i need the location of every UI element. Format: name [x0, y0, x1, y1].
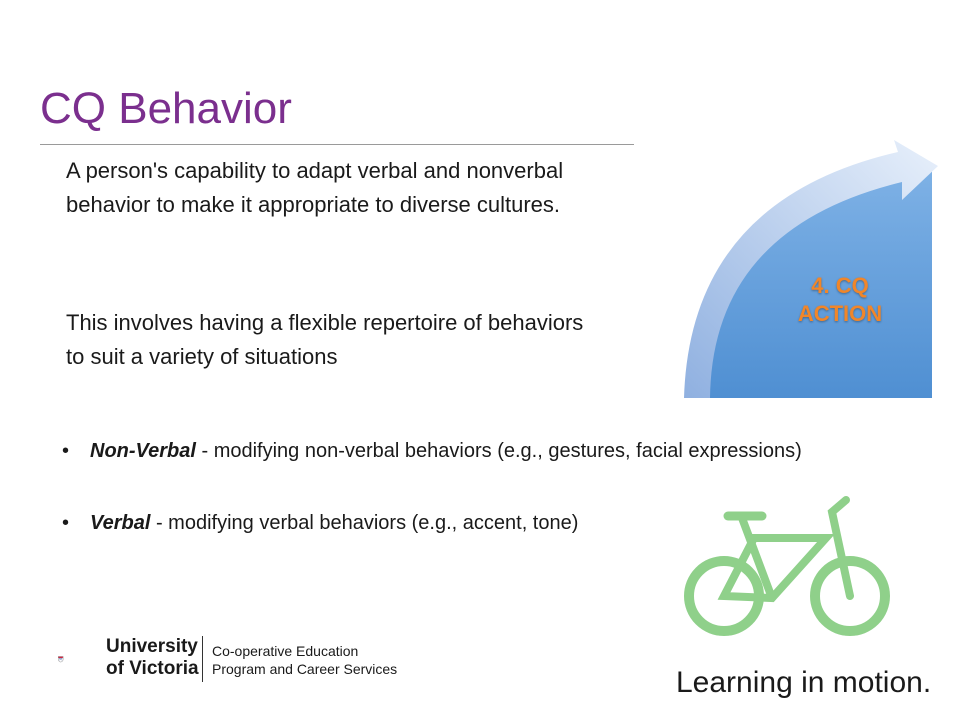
dept-line: Program and Career Services: [212, 661, 398, 677]
dept-line: Co-operative Education: [212, 643, 359, 659]
bicycle-icon: [684, 492, 890, 638]
logo-divider: [202, 636, 203, 682]
univ-line: of Victoria: [106, 658, 199, 679]
university-crest-icon: [58, 634, 102, 684]
university-name: [106, 636, 199, 680]
label-line: 4. CQ: [811, 273, 869, 298]
bullet-icon: •: [62, 440, 70, 462]
label-line: ACTION: [797, 301, 883, 326]
bullet-icon: •: [62, 512, 70, 534]
univ-line: University: [106, 636, 198, 657]
list-item: [62, 436, 822, 466]
cq-action-label: [770, 272, 910, 328]
bullet-term: Verbal: [90, 512, 151, 534]
repertoire-text: This involves having a flexible repertoire of behaviors to suit a variety of situations: [66, 310, 584, 369]
cq-action-graphic: [676, 140, 938, 402]
bullet-text: - modifying non-verbal behaviors (e.g., gestures, facial expressions): [195, 440, 802, 462]
tagline: Learning in motion.: [676, 666, 932, 699]
title-divider: [40, 144, 634, 145]
department-name: [212, 642, 397, 678]
definition-text: A person's capability to adapt verbal and nonverbal behavior to make it appropriate to diverse cultures.: [66, 158, 564, 217]
bullet-term: Non-Verbal: [90, 440, 196, 462]
slide-title: CQ Behavior: [40, 84, 292, 133]
bullet-text: - modifying verbal behaviors (e.g., accent, tone): [150, 512, 579, 534]
